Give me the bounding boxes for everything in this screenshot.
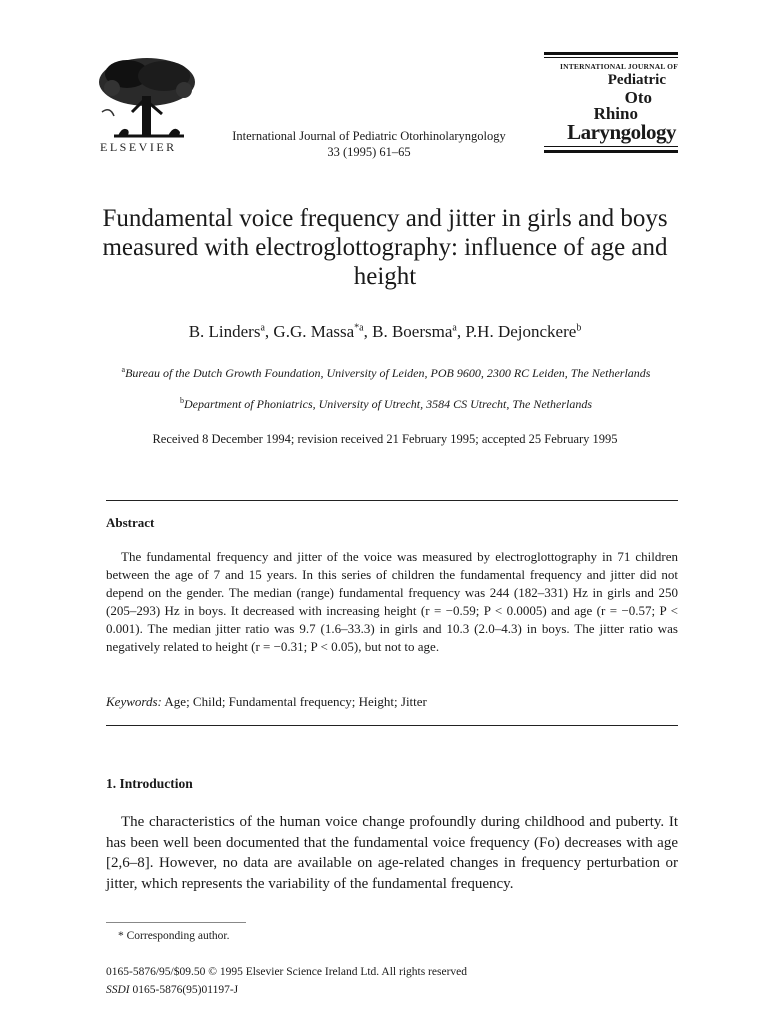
volume-pages: 33 (1995) 61–65 [327, 145, 411, 159]
footnote-divider [106, 922, 246, 923]
author-mark: a [452, 322, 457, 334]
author-name: B. Boersma [372, 322, 453, 341]
ssdi-line [106, 984, 238, 996]
author-name: B. Linders [188, 322, 261, 341]
divider [106, 725, 678, 726]
author-name: P.H. Dejonckere [465, 322, 577, 341]
section-heading: 1. Introduction [106, 776, 193, 791]
elsevier-wordmark: ELSEVIER [100, 140, 177, 154]
affiliation-mark: a [121, 365, 126, 374]
journal-logo-word-oto: Oto [624, 88, 652, 107]
article-title: Fundamental voice frequency and jitter in girls and boys measured with electroglottography: influence of age and height [102, 205, 668, 290]
affiliation-text: Bureau of the Dutch Growth Foundation, University of Leiden, POB 9600, 2300 RC Leiden, The Netherlands [125, 366, 651, 380]
affiliation [108, 362, 664, 381]
keywords [106, 694, 678, 710]
author-mark: b [576, 322, 582, 334]
abstract-text: The fundamental frequency and jitter of the voice was measured by electroglottography in 71 children between the age of 7 and 15 years. In this series of children the fundamental frequency and jitter did not depend on the gender. The median (range) fundamental frequency was 244 (182–331) Hz in girls and 250 (205–293) Hz in boys. It decreased with increasing height (r = −0.59; P < 0.0005) and age (r = −0.57; P < 0.001). The median jitter ratio was 9.7 (1.6–33.3) in girls and 10.3 (2.0–4.3) in boys. The jitter ratio was negatively related to height (r = −0.31; P < 0.05), but not to age. [106, 549, 678, 654]
author-mark: a [260, 322, 265, 334]
affiliation-mark: b [179, 396, 184, 405]
affiliation-text: Department of Phoniatrics, University of Utrecht, 3584 CS Utrecht, The Netherlands [183, 397, 593, 411]
journal-name: International Journal of Pediatric Otorhinolaryngology [232, 129, 506, 143]
keywords-label: Keywords: [106, 694, 162, 709]
journal-logo [544, 52, 678, 154]
journal-logo-word-laryngology: Laryngology [567, 120, 676, 144]
affiliation [108, 393, 664, 412]
ssdi-label: SSDI [106, 984, 130, 996]
journal-citation [208, 128, 530, 160]
journal-logo-top-line: INTERNATIONAL JOURNAL OF [559, 62, 678, 71]
author-mark: *a [354, 322, 364, 334]
abstract-heading: Abstract [106, 515, 155, 530]
author-list: B. Linders$^a$, G.G. Massa$^{*a}$, B. Boersma$^a$, P.H. Dejonckere$^b$ [188, 322, 582, 341]
elsevier-tree-logo [92, 52, 202, 152]
journal-logo-word-pediatric: Pediatric [607, 72, 666, 88]
section-body: The characteristics of the human voice change profoundly during childhood and puberty. It has been well been documented that the fundamental voice frequency (Fo) decreases with age [2,6–8]. However, no data are available on age-related changes in frequency perturbation or jitter, which represents the variability of the fundamental frequency. [106, 814, 678, 892]
author-name: G.G. Massa [273, 322, 355, 341]
keywords-list: Age; Child; Fundamental frequency; Height; Jitter [164, 694, 427, 709]
divider [106, 500, 678, 501]
ssdi-value: 0165-5876(95)01197-J [132, 984, 239, 996]
journal-logo-word-rhino: Rhino [593, 104, 638, 123]
copyright-line: 0165-5876/95/$09.50 © 1995 Elsevier Science Ireland Ltd. All rights reserved [106, 966, 468, 978]
received-dates: Received 8 December 1994; revision received 21 February 1995; accepted 25 February 1995 [152, 432, 618, 446]
footnote: * Corresponding author. [118, 930, 230, 942]
